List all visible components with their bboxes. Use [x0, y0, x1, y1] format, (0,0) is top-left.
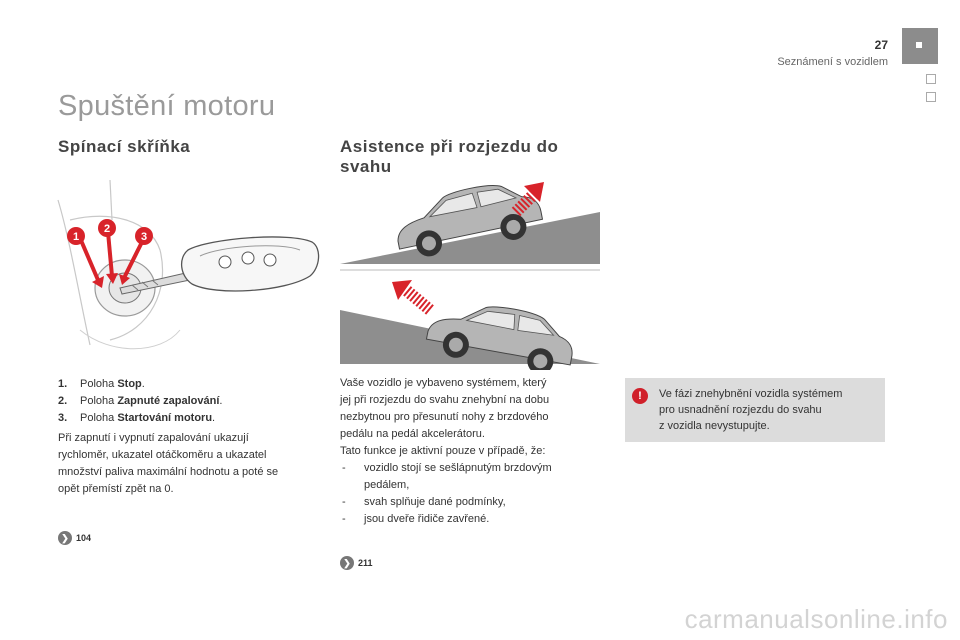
svg-text:2: 2 [103, 223, 111, 235]
conditions-list [340, 460, 610, 528]
reference-arrow-icon: ❯ [340, 556, 354, 570]
chapter-title: Seznámení s vozidlem [777, 56, 888, 68]
watermark: carmanualsonline.info [684, 604, 948, 634]
hill-start-heading: Asistence při rozjezdu do svahu [340, 137, 559, 176]
warning-icon: ! [632, 388, 648, 404]
page-reference-link[interactable]: ❯ 104 [58, 531, 91, 545]
svg-text:1: 1 [72, 231, 80, 243]
list-item: - vozidlo stojí se sešlápnutým brzdovým pedálem, [340, 460, 610, 494]
chapter-tab-empty-1 [926, 74, 936, 84]
ignition-positions-list [58, 376, 308, 427]
chapter-tab-empty-2 [926, 92, 936, 102]
page-title: Spuštění motoru [58, 90, 276, 122]
list-item: 3. Poloha Startování motoru. [58, 412, 216, 424]
list-item: 1. Poloha Stop. [58, 378, 145, 390]
callout-1 [67, 227, 85, 245]
chapter-tab-marker [916, 42, 922, 48]
warning-note-text: Ve fázi znehybnění vozidla systémem pro usnadnění rozjezdu do svahu z vozidla nevystupujte. [659, 388, 843, 432]
list-item: - jsou dveře řidiče zavřené. [340, 511, 610, 528]
page-reference-link[interactable]: ❯ 211 [340, 556, 373, 570]
list-item: - svah splňuje dané podmínky, [340, 494, 610, 511]
callout-3 [135, 227, 153, 245]
downhill-car-illustration [340, 280, 602, 370]
page-number: 27 [874, 38, 888, 52]
warning-note [625, 378, 885, 442]
reference-arrow-icon: ❯ [58, 531, 72, 545]
svg-text:3: 3 [140, 231, 148, 243]
ignition-paragraph: Při zapnutí i vypnutí zapalování ukazují rychloměr, ukazatel otáčkoměru a ukazatel množství paliva maximální hodnotu a poté se opět přemístí zpět na 0. [58, 432, 279, 495]
ignition-heading: Spínací skříňka [58, 137, 191, 156]
ignition-switch-illustration [50, 180, 320, 360]
uphill-car-illustration [340, 182, 602, 274]
hill-start-description: Vaše vozidlo je vybaveno systémem, který jej při rozjezdu do svahu znehybní na dobu nezbytnou pro přesunutí nohy z brzdového pedálu na pedál akcelerátoru. Tato funkce je aktivní pouze v případě, že: - vozidlo stojí se sešlápnutým brzdovým pedálem, - svah splňuje dané podmínky, - jsou dveře řidiče zavřené. [340, 375, 610, 528]
callout-2 [98, 219, 116, 237]
list-item: 2. Poloha Zapnuté zapalování. [58, 395, 223, 407]
